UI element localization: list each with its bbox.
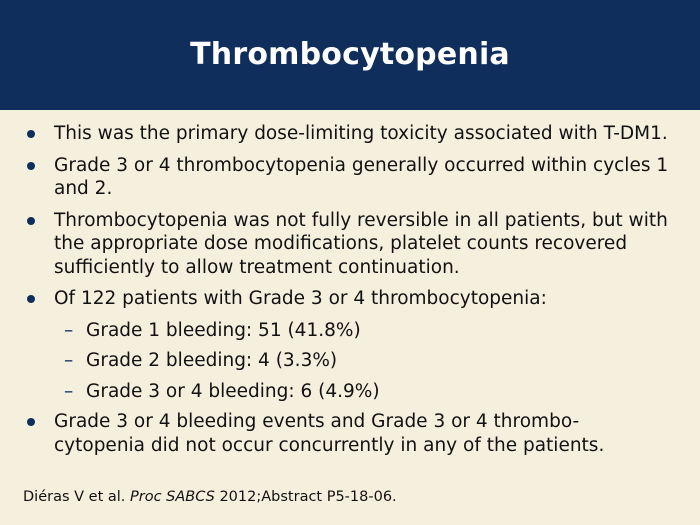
sub-bullet-text: Grade 3 or 4 bleeding: 6 (4.9%) [86,380,380,402]
citation-details: 2012;Abstract P5-18-06. [214,489,397,505]
citation-footnote [23,489,397,505]
bullet-text: Of 122 patients with Grade 3 or 4 thrombocytopenia: [54,288,547,309]
dash-icon: – [64,319,74,341]
dash-icon: – [64,350,74,371]
bullet-dot-icon [27,162,35,170]
bullet-item [0,410,700,457]
bullet-dot-icon [27,295,35,303]
bullet-dot-icon [27,217,35,225]
bullet-item [0,122,700,146]
sub-bullet-item [0,319,700,343]
sub-bullet-text: Grade 2 bleeding: 4 (3.3%) [86,350,338,371]
bullet-text: Grade 3 or 4 bleeding events and Grade 3 or 4 thrombo-cytopenia did not occur concurrently in any of the patients. [54,411,605,456]
bullet-text: Thrombocytopenia was not fully reversible in all patients, but with the appropriate dose modifications, platelet counts recovered sufficiently to allow treatment continuation. [54,209,668,278]
bullet-dot-icon [27,418,35,426]
sub-bullet-text: Grade 1 bleeding: 51 (41.8%) [86,319,361,341]
bullet-text: Grade 3 or 4 thrombocytopenia generally occurred within cycles 1 and 2. [54,154,669,199]
dash-icon: – [64,380,74,402]
sub-bullet-item [0,380,700,404]
bullet-text: This was the primary dose-limiting toxicity associated with T-DM1. [54,123,668,144]
bullet-dot-icon [27,130,35,138]
slide-body [0,122,700,465]
citation-authors: Diéras V et al. [23,489,131,505]
bullet-item [0,287,700,311]
slide-title: Thrombocytopenia [190,36,510,72]
slide-header [0,0,700,110]
citation-journal: Proc SABCS [130,489,215,505]
bullet-item [0,209,700,280]
sub-bullet-item [0,349,700,373]
bullet-item [0,154,700,201]
